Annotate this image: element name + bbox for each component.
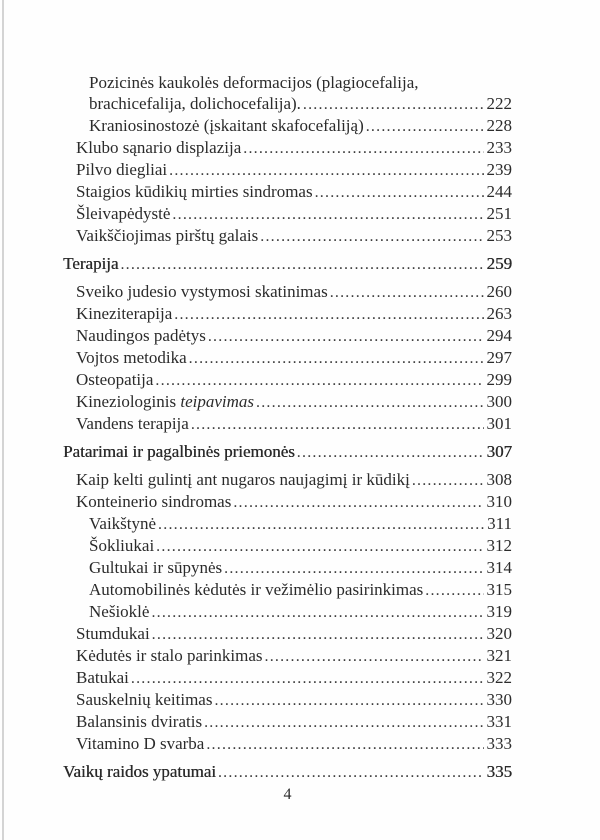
toc-entry-page: 301 [486,414,512,433]
dot-leader [425,579,483,601]
toc-entry-page: 308 [486,470,512,489]
toc-entry-label: Terapija [63,254,119,273]
toc-entry [0,303,512,325]
dot-leader [131,667,484,689]
dot-leader [206,733,483,755]
toc-entry [0,601,512,623]
toc-entry [0,711,512,733]
toc-entry-label: Vaikštynė [89,514,157,533]
toc-entry-page: 330 [486,690,512,709]
toc-entry-page: 233 [486,138,512,157]
dot-leader [315,181,484,203]
dot-leader [156,535,483,557]
dot-leader [151,601,483,623]
toc-entry [0,469,512,491]
dot-leader [191,413,484,435]
dot-leader [412,469,484,491]
toc-entry-label: Balansinis dviratis [76,712,203,731]
toc-entry-label: Automobilinės kėdutės ir vežimėlio pasirinkimas [89,580,424,599]
toc-entry [0,159,512,181]
dot-leader [243,137,483,159]
toc-entry-label: Šokliukai [89,536,155,555]
toc-entry [0,369,512,391]
dot-leader [224,557,483,579]
toc-entry [0,325,512,347]
toc-entry-label: Vitamino D svarba [76,734,205,753]
dot-leader [158,513,484,535]
toc-entry-page: 331 [486,712,512,731]
toc-entry [0,413,512,435]
toc-entry-label: Vaikų raidos ypatumai [63,762,216,781]
toc-entry [0,253,512,275]
toc-entry [0,115,512,137]
toc-entry-page: 297 [486,348,512,367]
toc-entry [0,667,512,689]
toc-entry-label: Sauskelnių keitimas [76,690,213,709]
dot-leader [155,369,483,391]
toc-entry-label: Stumdukai [76,624,150,643]
toc-entry-page: 300 [486,392,512,411]
toc-entry-label: Pozicinės kaukolės deformacijos (plagiocefalija, [89,73,419,92]
toc-entry [0,181,512,203]
dot-leader [174,303,483,325]
toc-entry [0,579,512,601]
toc-entry-label: Nešioklė [89,602,150,621]
dot-leader [204,711,483,733]
toc-entry-label: Konteinerio sindromas [76,492,232,511]
toc-entry-label: Šleivapėdystė [76,204,171,223]
dot-leader [233,491,483,513]
toc-entry-label: Kineziterapija [76,304,173,323]
toc-entry-page: 322 [486,668,512,687]
dot-leader [208,325,484,347]
toc-entry [0,225,512,247]
dot-leader [189,347,484,369]
toc-entry [0,203,512,225]
toc-entry [0,689,512,711]
dot-leader [214,689,483,711]
toc-entry [0,535,512,557]
toc-entry-label: Kineziologinis teipavimas [76,392,255,411]
toc-entry-label: Vaikščiojimas pirštų galais [76,226,259,245]
toc-entry-page: 222 [486,94,512,113]
toc-entry-label: Batukai [76,668,129,687]
dot-leader [260,225,483,247]
toc-entry-label: Patarimai ir pagalbinės priemonės [63,442,295,461]
toc-entry [0,391,512,413]
toc-entry [0,623,512,645]
toc-entry [0,645,512,667]
toc-entry-page: 312 [486,536,512,555]
toc-entry-page: 253 [486,226,512,245]
toc-entry-label: Pilvo diegliai [76,160,168,179]
toc-entry [0,137,512,159]
table-of-contents [0,72,512,789]
dot-leader [256,391,483,413]
toc-entry-page: 263 [486,304,512,323]
toc-entry [0,93,512,115]
toc-entry-label: Osteopatija [76,370,154,389]
toc-entry-label: Staigios kūdikių mirties sindromas [76,182,313,201]
toc-entry [0,733,512,755]
toc-entry-label: Sveiko judesio vystymosi skatinimas [76,282,328,301]
dot-leader [172,203,483,225]
page-number-folio: 4 [283,786,292,803]
toc-entry-page: 259 [486,254,512,273]
toc-entry-label-italic: teipavimas [180,392,255,411]
toc-entry-page: 251 [486,204,512,223]
toc-entry-page: 299 [486,370,512,389]
toc-entry [0,347,512,369]
toc-entry-page: 333 [486,734,512,753]
dot-leader [120,253,483,275]
toc-entry [0,281,512,303]
toc-entry-label: Gultukai ir sūpynės [89,558,223,577]
toc-entry-page: 294 [486,326,512,345]
toc-entry-label: Klubo sąnario displazija [76,138,242,157]
toc-entry [0,491,512,513]
toc-entry [0,761,512,783]
toc-entry-page: 314 [486,558,512,577]
dot-leader [169,159,483,181]
toc-entry-label: Kaip kelti gulintį ant nugaros naujagimį ir kūdikį [76,470,410,489]
dot-leader [297,441,484,463]
toc-entry-label: Kėdutės ir stalo parinkimas [76,646,263,665]
toc-entry-page: 307 [486,442,512,461]
toc-entry-page: 320 [486,624,512,643]
dot-leader [366,115,484,137]
toc-entry-page: 311 [487,514,512,533]
toc-entry-page: 260 [486,282,512,301]
toc-entry-page: 244 [486,182,512,201]
toc-entry [0,557,512,579]
toc-entry-label: Vandens terapija [76,414,189,433]
toc-entry-page: 239 [486,160,512,179]
toc-entry-page: 321 [486,646,512,665]
toc-entry-label: brachicefalija, dolichocefalija). [89,94,301,113]
toc-entry-page: 315 [486,580,512,599]
dot-leader [218,761,484,783]
toc-entry-page: 228 [486,116,512,135]
dot-leader [330,281,484,303]
dot-leader [303,93,484,115]
toc-entry-page: 310 [486,492,512,511]
dot-leader [265,645,484,667]
toc-entry-label: Kraniosinostozė (įskaitant skafocefaliją) [89,116,364,135]
toc-entry-page: 319 [486,602,512,621]
toc-entry [0,72,512,93]
toc-entry-label: Naudingos padėtys [76,326,206,345]
toc-entry [0,513,512,535]
toc-entry-label: Vojtos metodika [76,348,187,367]
toc-entry-page: 335 [486,762,512,781]
dot-leader [152,623,484,645]
toc-entry [0,441,512,463]
